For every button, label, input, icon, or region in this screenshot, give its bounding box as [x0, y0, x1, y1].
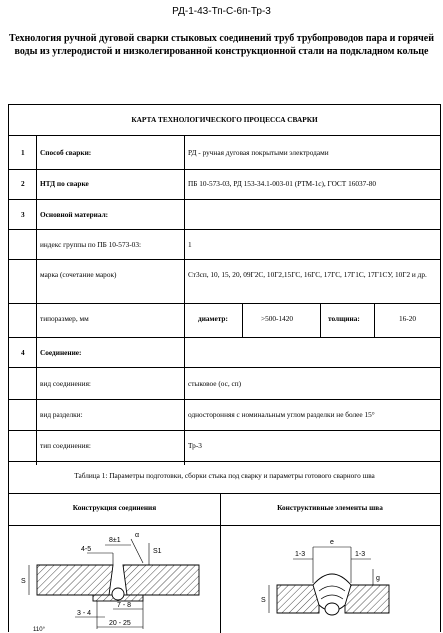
row-label-group-index: индекс группы по ПБ 10-573-03: [40, 240, 142, 249]
row-label-bevel: вид разделки: [40, 410, 83, 419]
dim-s: S [21, 578, 26, 585]
table1-caption: Таблица 1: Параметры подготовки, сборки стыка под сварку и параметры готового сварного шва [74, 471, 375, 480]
row-label-joint-kind: вид соединения: [40, 379, 91, 388]
dim-s-right: S [261, 597, 266, 604]
row-num-4: 4 [21, 348, 25, 357]
document-title: Технология ручной дуговой сварки стыковых соединений труб трубопроводов пара и горячей воды из углеродистой и низколегированной конструкционной стали на подкладном кольце [8, 33, 435, 57]
diameter-value: >500-1420 [261, 314, 294, 323]
dim-overlap-left: 1-3 [295, 551, 306, 558]
diameter-label: диаметр: [198, 314, 228, 323]
row-label-joint-type: тип соединения: [40, 441, 91, 450]
col-header-joint-design: Конструкция соединения [72, 503, 157, 512]
dim-e: e [330, 539, 334, 546]
row-label-welding-method: Способ сварки: [40, 148, 92, 157]
process-card [8, 104, 441, 632]
col-header-weld-elements: Конструктивные элементы шва [277, 503, 383, 512]
row-label-joint: Соединение: [40, 348, 82, 357]
joint-design-drawing [9, 525, 220, 633]
dim-ring-width: 20 - 25 [109, 620, 131, 627]
card-title: КАРТА ТЕХНОЛОГИЧЕСКОГО ПРОЦЕССА СВАРКИ [131, 115, 318, 124]
dim-overlap-right: 1-3 [355, 551, 366, 558]
dim-ring-thickness: 3 - 4 [77, 610, 92, 617]
dim-bevel-angle: 110° [33, 627, 45, 633]
weld-elements-drawing [221, 525, 440, 633]
row-value-bevel: односторонняя с номинальным углом разделки не более 15° [188, 410, 375, 419]
row-label-size: типоразмер, мм [40, 314, 89, 323]
row-label-base-material: Основной материал: [40, 210, 109, 219]
dim-gap: 8±1 [109, 537, 121, 544]
row-value-grade: Ст3сп, 10, 15, 20, 09Г2С, 10Г2,15ГС, 16ГС, 17ГС, 17Г1С, 17Г1СУ, 10Г2 и др. [188, 270, 427, 279]
row-value-joint-type: Тр-3 [188, 441, 202, 450]
thickness-label: толщина: [328, 314, 360, 323]
dim-ring-offset: 7 - 8 [117, 602, 132, 609]
row-value-ntd: ПБ 10-573-03, РД 153-34.1-003-01 (РТМ-1с), ГОСТ 16037-80 [188, 179, 377, 188]
dim-alpha: α [135, 532, 140, 539]
dim-land: 4-5 [81, 546, 92, 553]
row-value-welding-method: РД - ручная дуговая покрытыми электродами [188, 148, 329, 157]
row-value-joint-kind: стыковое (ос, сп) [188, 379, 242, 388]
dim-g: g [376, 575, 380, 582]
dim-s1: S1 [153, 548, 162, 555]
row-label-grade: марка (сочетание марок) [40, 270, 117, 279]
row-label-ntd: НТД по сварке [40, 179, 89, 188]
row-num-2: 2 [21, 179, 25, 188]
document-code: РД-1-43-Тп-С-6п-Тр-3 [172, 6, 271, 17]
thickness-value: 16-20 [399, 314, 417, 323]
row-num-1: 1 [21, 148, 25, 157]
row-num-3: 3 [21, 210, 25, 219]
row-value-group-index: 1 [188, 240, 192, 249]
